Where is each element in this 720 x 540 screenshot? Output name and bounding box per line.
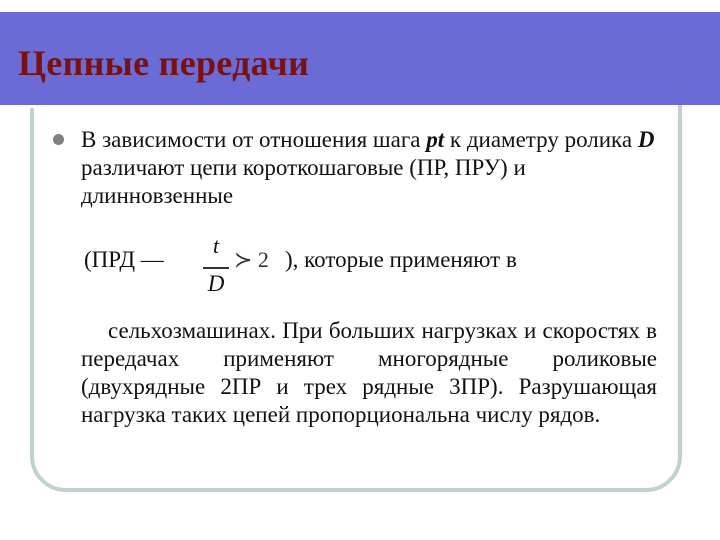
formula-relation: ≻ 2 [234,247,269,272]
pitch-symbol: pt [426,127,445,152]
fraction-bar [203,267,229,269]
paragraph-1-text-b: к диаметру ролика [444,127,638,152]
paragraph-1 [81,126,671,210]
paragraph-2: сельхозмашинах. При больших нагрузках и скоростях в передачах применяют многорядные роликовые (двухрядные 2ПР и трех рядные 3ПР). Разрушающая нагрузка таких цепей пропорциональна числу рядов. [81,318,657,427]
fraction-numerator: t [212,233,220,258]
formula-prefix-text: (ПРД — [84,247,164,272]
title-divider [0,105,637,108]
diameter-symbol: D [637,127,655,152]
paragraph-1-text-a: В зависимости от отношения шага [81,127,427,152]
fraction-denominator: D [207,271,225,296]
bullet-icon [53,134,64,145]
formula-suffix: ), которые применяют в [285,247,517,272]
paragraph-1-text-c: различают цепи короткошаговые (ПР, ПРУ) и длинновзенные [81,155,526,208]
title-band [0,12,720,105]
slide-title: Цепные передачи [18,43,310,83]
